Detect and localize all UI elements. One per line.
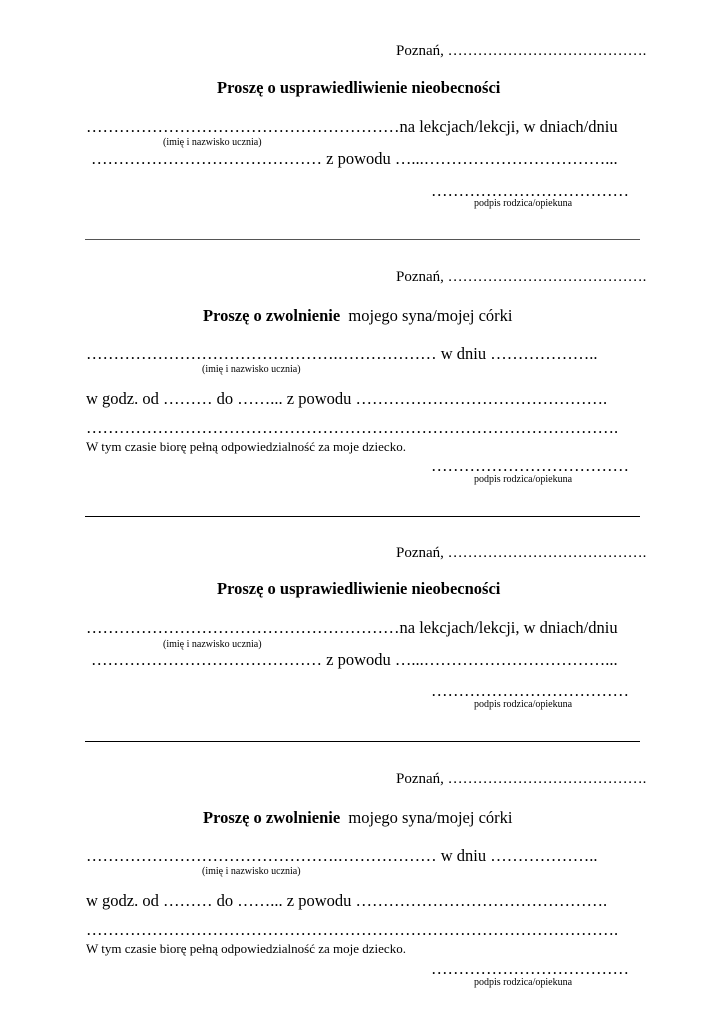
signature-caption: podpis rodzica/opiekuna	[474, 977, 573, 988]
student-name-caption: (imię i nazwisko ucznia)	[202, 866, 301, 877]
reason-continuation-line[interactable]: …………………………………………………………………………………….	[86, 418, 619, 437]
cut-line-divider	[85, 516, 640, 517]
student-name-caption: (imię i nazwisko ucznia)	[163, 137, 262, 148]
student-name-date-line[interactable]: ……………………………………….……………… w dniu ………………..	[86, 344, 598, 363]
student-name-caption: (imię i nazwisko ucznia)	[163, 639, 262, 650]
signature-caption: podpis rodzica/opiekuna	[474, 474, 573, 485]
form-title	[203, 308, 512, 325]
form-title: Proszę o usprawiedliwienie nieobecności	[217, 579, 501, 598]
place-date-field[interactable]: Poznań, ………………………………….	[396, 43, 647, 59]
student-name-days-line[interactable]: …………………………………………………na lekcjach/lekcji, w dniach/dniu	[86, 618, 618, 637]
place-date-field[interactable]: Poznań, ………………………………….	[396, 269, 647, 285]
responsibility-statement: W tym czasie biorę pełną odpowiedzialność za moje dziecko.	[86, 439, 406, 454]
form-title-bold: Proszę o zwolnienie	[203, 808, 341, 827]
form-title: Proszę o usprawiedliwienie nieobecności	[217, 78, 501, 97]
student-name-date-line[interactable]: ……………………………………….……………… w dniu ………………..	[86, 846, 598, 865]
signature-line[interactable]: ………………………………	[431, 959, 629, 978]
place-date-field[interactable]: Poznań, ………………………………….	[396, 545, 647, 561]
form-title	[203, 810, 512, 827]
responsibility-statement: W tym czasie biorę pełną odpowiedzialność za moje dziecko.	[86, 941, 406, 956]
form-title-rest: mojego syna/mojej córki	[340, 306, 513, 325]
reason-line[interactable]: …………………………………… z powodu …...……………………………...	[91, 650, 618, 669]
signature-line[interactable]: ………………………………	[431, 181, 629, 200]
hours-reason-line[interactable]: w godz. od ……… do ……... z powodu ……………………………………….	[86, 891, 608, 910]
form-title-bold: Proszę o zwolnienie	[203, 306, 341, 325]
signature-line[interactable]: ………………………………	[431, 681, 629, 700]
student-name-caption: (imię i nazwisko ucznia)	[202, 364, 301, 375]
reason-line[interactable]: …………………………………… z powodu …...……………………………...	[91, 149, 618, 168]
form-title-rest: mojego syna/mojej córki	[340, 808, 513, 827]
reason-continuation-line[interactable]: …………………………………………………………………………………….	[86, 920, 619, 939]
signature-line[interactable]: ………………………………	[431, 456, 629, 475]
cut-line-divider	[85, 741, 640, 742]
student-name-days-line[interactable]: …………………………………………………na lekcjach/lekcji, w dniach/dniu	[86, 117, 618, 136]
cut-line-divider	[85, 239, 640, 240]
signature-caption: podpis rodzica/opiekuna	[474, 198, 573, 209]
signature-caption: podpis rodzica/opiekuna	[474, 699, 573, 710]
hours-reason-line[interactable]: w godz. od ……… do ……... z powodu ……………………………………….	[86, 389, 608, 408]
place-date-field[interactable]: Poznań, ………………………………….	[396, 771, 647, 787]
